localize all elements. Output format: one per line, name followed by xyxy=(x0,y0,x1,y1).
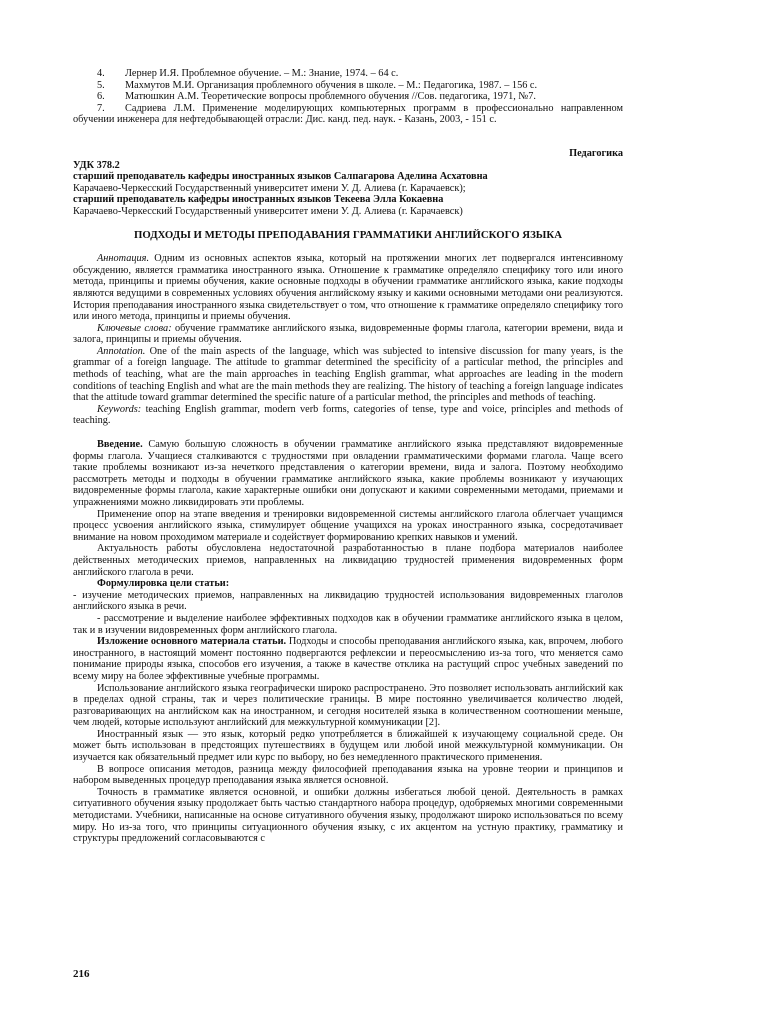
intro-paragraph: Введение. Самую большую сложность в обучении грамматике английского языка представляют видовременные формы глагола. Учащиеся сталкиваются с трудностями при овладении грамматическими формами глагола. Чаще всего такие проблемы возникают из-за нечеткого представления о категории времени, вида и залога. Поэтому необходимо рассмотреть методы и подходы в обучении грамматике английского языка, какие проблемы возникают у изучающих видовременные формы глагола, какие характерные ошибки они допускают и какими современными методами, приемами и упражнениями можно ликвидировать эти проблемы. xyxy=(73,439,623,508)
goal-item: - изучение методических приемов, направленных на ликвидацию трудностей использования видовременных глаголов английского языка в речи. xyxy=(73,589,623,613)
author-1: старший преподаватель кафедры иностранных языков Салпагарова Аделина Асхатовна xyxy=(73,171,488,183)
body-paragraph: Точность в грамматике является основной, и ошибки должны избегаться любой ценой. Деятельность в рамках ситуативного обучения языку продолжает быть частью стандартного набора процедур, одобряемых многими современными методистами. Учебники, написанные на основе ситуативного обучения языку, продолжают широко использоваться по всему миру. Но из-за того, что принципы ситуационного обучения языку, с их акцентом на устную практику, грамматику и структуры предложений согласовываются с xyxy=(73,786,623,845)
affiliation-1: Карачаево-Черкесский Государственный университет имени У. Д. Алиева (г. Карачаевск); xyxy=(73,182,466,194)
udk-code: УДК 378.2 xyxy=(73,159,120,171)
keywords-ru: Ключевые слова: обучение грамматике английского языка, видовременные формы глагола, категории времени, вида и залога, принципы и приемы обучения. xyxy=(73,322,623,346)
page-number: 216 xyxy=(73,968,90,980)
reference-item: 5. Махмутов М.И. Организация проблемного обучения в школе. – М.: Педагогика, 1987. – 156 с. xyxy=(97,79,538,91)
abstract-ru: Аннотация. Одним из основных аспектов языка, который на протяжении многих лет подвергался интенсивному обсуждению, является грамматика иностранного языка. Отношение к грамматике определяло специфику того или иного метода, принципы и приемы обучения, какие основные подходы в обучении грамматике английского языка, какие подходы являются ведущими в современных условиях обучения английскому языку и какими основными методами они реализуются. История преподавания иностранного языка свидетельствует о том, что отношение к грамматике определяло специфику того или иного метода, принципы и приемы обучения. xyxy=(73,253,623,323)
body-paragraph: Иностранный язык — это язык, который редко употребляется в ближайшей к изучающему социальной среде. Он может быть использован в предстоящих путешествиях в будущем или любой иной межкультурной коммуникации. Он изучается как обязательный предмет или курс по выбору, но без немедленного практического применения. xyxy=(73,728,623,764)
author-2: старший преподаватель кафедры иностранных языков Текеева Элла Кокаевна xyxy=(73,194,444,206)
body-paragraph: Использование английского языка географически широко распространено. Это позволяет использовать английский как в пределах одной страны, так и через политические границы. В мире постоянно увеличивается количество людей, разговаривающих на английском как на иностранном, и сегодня носителей языка в количественном соотношении меньше, чем людей, которые используют английский для межкультурной коммуникации [2]. xyxy=(73,682,623,729)
body-paragraph: Актуальность работы обусловлена недостаточной разработанностью в плане подбора материалов наиболее действенных методических приемов, направленных на ликвидацию трудностей применения видовременных форм английского глагола в речи. xyxy=(73,543,623,578)
article-title: ПОДХОДЫ И МЕТОДЫ ПРЕПОДАВАНИЯ ГРАММАТИКИ АНГЛИЙСКОГО ЯЗЫКА xyxy=(133,228,563,241)
body-paragraph: В вопросе описания методов, разница между философией преподавания языка на уровне теории и принципов и набором выведенных процедур преподавания языка является основной. xyxy=(73,763,623,787)
abstract-en: Annotation. One of the main aspects of the language, which was subjected to intensive discussion for many years, is the grammar of a foreign language. The attitude to grammar determined the specificity of a particular method, the principles and methods of teaching, what are the main approaches in teaching English grammar, what approaches are leading in the modern conditions of teaching English and what are the main methods they are realizing. The history of teaching a foreign language indicates that the attitude toward grammar determined the specific nature of a particular method, the principles and methods of teaching. xyxy=(73,345,623,404)
reference-item: 6. Матюшкин А.М. Теоретические вопросы проблемного обучения //Сов. педагогика, 1971, №7. xyxy=(97,91,536,103)
reference-item: 4. Лернер И.Я. Проблемное обучение. – М.: Знание, 1974. – 64 с. xyxy=(97,68,399,79)
goal-heading: Формулировка цели статьи: xyxy=(97,578,230,590)
affiliation-2: Карачаево-Черкесский Государственный университет имени У. Д. Алиева (г. Карачаевск) xyxy=(73,205,463,217)
section-rubric: Педагогика xyxy=(569,147,623,159)
document-page xyxy=(73,68,623,845)
keywords-en: Keywords: teaching English grammar, modern verb forms, categories of tense, type and voice, principles and methods of teaching. xyxy=(73,403,623,427)
reference-item: 7. Садриева Л.М. Применение моделирующих компьютерных программ в профессионально направленном обучении инженера для нефтедобывающей отрасли: Дис. канд. пед. наук. - Казань, 2003, - 151 с. xyxy=(73,102,623,126)
main-paragraph: Изложение основного материала статьи. Подходы и способы преподавания английского языка, как, впрочем, любого иностранного, в настоящий момент постоянно подвергаются рефлексии и переосмыслению из-за того, что меняется само понимание природы языка, способов его изучения, а также в качестве отклика на растущий спрос учебных заведений по всему миру на более эффективные учебные программы. xyxy=(73,636,623,682)
body-paragraph: Применение опор на этапе введения и тренировки видовременной системы английского глагола облегчает учащимся процесс усвоения английского языка, стимулирует общение учащихся на уроках иностранного языка, сосредотачивает внимание на новом проходимом материале и содействует формированию крепких навыков и умений. xyxy=(73,508,623,543)
goal-item: - рассмотрение и выделение наиболее эффективных подходов как в обучении грамматике английского языка в целом, так и в изучении видовременных форм английского глагола. xyxy=(73,612,623,636)
